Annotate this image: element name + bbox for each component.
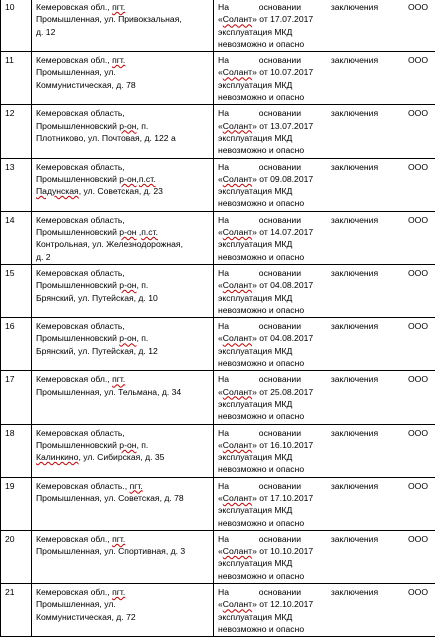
basis-line: На основании заключения ООО [218, 427, 428, 439]
address-cell [32, 477, 214, 530]
basis-cell [214, 0, 435, 52]
address-line: д. 12 [36, 26, 211, 38]
address-line: Промышленная, ул. Спортивная, д. 3 [36, 545, 211, 557]
address-cell [32, 584, 214, 637]
row-number: 18 [1, 424, 32, 477]
basis-line: невозможно и опасно [218, 623, 428, 635]
basis-line: На основании заключения ООО [218, 1, 428, 13]
basis-line: невозможно и опасно [218, 144, 428, 156]
table-row [1, 318, 435, 371]
row-number: 10 [1, 0, 32, 52]
basis-cell [214, 318, 435, 371]
address-line: Плотниково, ул. Почтовая, д. 122 а [36, 132, 211, 144]
basis-cell [214, 158, 435, 211]
address-line: Кемеровская область, [36, 320, 211, 332]
address-line: д. 2 [36, 251, 211, 263]
basis-line: «Солант» от 10.07.2017 [218, 66, 428, 78]
basis-line: эксплуатация МКД [218, 26, 428, 38]
address-cell [32, 264, 214, 317]
basis-line: невозможно и опасно [218, 38, 428, 50]
row-number: 12 [1, 105, 32, 158]
address-line: Промышленновский р-он, п. [36, 332, 211, 344]
address-line: Брянский, ул. Путейская, д. 12 [36, 345, 211, 357]
basis-line: невозможно и опасно [218, 91, 428, 103]
address-line: Кемеровская обл., пгт. [36, 1, 211, 13]
basis-line: эксплуатация МКД [218, 345, 428, 357]
address-line: Контрольная, ул. Железнодорожная, [36, 238, 211, 250]
address-cell [32, 530, 214, 583]
basis-line: На основании заключения ООО [218, 320, 428, 332]
table-row [1, 477, 435, 530]
basis-line: эксплуатация МКД [218, 557, 428, 569]
row-number: 21 [1, 584, 32, 637]
basis-line: «Солант» от 17.10.2017 [218, 492, 428, 504]
basis-line: эксплуатация МКД [218, 611, 428, 623]
basis-line: эксплуатация МКД [218, 238, 428, 250]
address-line: Кемеровская область, [36, 214, 211, 226]
address-cell [32, 0, 214, 52]
address-line: Кемеровская обл., пгт. [36, 54, 211, 66]
basis-line: «Солант» от 10.10.2017 [218, 545, 428, 557]
basis-line: На основании заключения ООО [218, 161, 428, 173]
basis-line: На основании заключения ООО [218, 214, 428, 226]
basis-line: эксплуатация МКД [218, 504, 428, 516]
address-cell [32, 424, 214, 477]
address-line: Промышленновский р-он, п. [36, 120, 211, 132]
basis-line: эксплуатация МКД [218, 398, 428, 410]
table-row [1, 264, 435, 317]
address-cell [32, 52, 214, 105]
row-number: 16 [1, 318, 32, 371]
address-cell [32, 105, 214, 158]
address-line: Калинкино, ул. Сибирская, д. 35 [36, 451, 211, 463]
basis-line: «Солант» от 16.10.2017 [218, 439, 428, 451]
row-number: 15 [1, 264, 32, 317]
address-line: Промышленновский р-он, п. [36, 279, 211, 291]
table-row [1, 52, 435, 105]
address-line: Кемеровская область, [36, 427, 211, 439]
address-line: Кемеровская обл., пгт. [36, 533, 211, 545]
basis-line: эксплуатация МКД [218, 451, 428, 463]
row-number: 17 [1, 371, 32, 424]
basis-line: эксплуатация МКД [218, 132, 428, 144]
basis-line: «Солант» от 04.08.2017 [218, 332, 428, 344]
address-line: Коммунистическая, д. 72 [36, 611, 211, 623]
address-line: Промышленная, ул. Привокзальная, [36, 13, 211, 25]
address-cell [32, 211, 214, 264]
row-number: 11 [1, 52, 32, 105]
address-line: Промышленная, ул. Советская, д. 78 [36, 492, 211, 504]
address-cell [32, 318, 214, 371]
basis-line: невозможно и опасно [218, 357, 428, 369]
table-row [1, 424, 435, 477]
basis-line: невозможно и опасно [218, 251, 428, 263]
basis-cell [214, 264, 435, 317]
address-line: Падунская, ул. Советская, д. 23 [36, 185, 211, 197]
basis-line: «Солант» от 12.10.2017 [218, 598, 428, 610]
address-line: Кемеровская область., пгт. [36, 480, 211, 492]
basis-cell [214, 52, 435, 105]
basis-line: эксплуатация МКД [218, 185, 428, 197]
table-row [1, 371, 435, 424]
address-line: Кемеровская область, [36, 267, 211, 279]
address-cell [32, 371, 214, 424]
basis-cell [214, 105, 435, 158]
table-row [1, 105, 435, 158]
address-line: Промышленновский р-он ,п.ст. [36, 226, 211, 238]
basis-line: «Солант» от 25.08.2017 [218, 386, 428, 398]
address-line: Кемеровская область, [36, 161, 211, 173]
address-line: Кемеровская обл., пгт. [36, 586, 211, 598]
basis-line: эксплуатация МКД [218, 292, 428, 304]
address-line: Коммунистическая, д. 78 [36, 79, 211, 91]
basis-line: невозможно и опасно [218, 410, 428, 422]
basis-line: На основании заключения ООО [218, 373, 428, 385]
table-row [1, 584, 435, 637]
basis-line: «Солант» от 13.07.2017 [218, 120, 428, 132]
basis-line: На основании заключения ООО [218, 54, 428, 66]
address-line: Промышленновский р-он,п.ст. [36, 173, 211, 185]
address-cell [32, 158, 214, 211]
table-row [1, 211, 435, 264]
basis-line: На основании заключения ООО [218, 267, 428, 279]
basis-cell [214, 584, 435, 637]
basis-line: невозможно и опасно [218, 197, 428, 209]
basis-line: невозможно и опасно [218, 570, 428, 582]
basis-cell [214, 211, 435, 264]
basis-line: «Солант» от 04.08.2017 [218, 279, 428, 291]
basis-cell [214, 530, 435, 583]
address-line: Промышленная, ул. Тельмана, д. 34 [36, 386, 211, 398]
table-row [1, 0, 435, 52]
basis-line: эксплуатация МКД [218, 79, 428, 91]
basis-line: На основании заключения ООО [218, 107, 428, 119]
row-number: 19 [1, 477, 32, 530]
address-line: Промышленная, ул. [36, 66, 211, 78]
basis-line: На основании заключения ООО [218, 533, 428, 545]
basis-line: невозможно и опасно [218, 304, 428, 316]
basis-line: На основании заключения ООО [218, 586, 428, 598]
address-line: Кемеровская обл., пгт. [36, 373, 211, 385]
row-number: 20 [1, 530, 32, 583]
basis-line: невозможно и опасно [218, 463, 428, 475]
row-number: 14 [1, 211, 32, 264]
basis-line: «Солант» от 09.08.2017 [218, 173, 428, 185]
basis-cell [214, 424, 435, 477]
address-line: Брянский, ул. Путейская, д. 10 [36, 292, 211, 304]
basis-line: «Солант» от 14.07.2017 [218, 226, 428, 238]
table-row [1, 530, 435, 583]
address-line: Промышленновский р-он, п. [36, 439, 211, 451]
basis-cell [214, 477, 435, 530]
row-number: 13 [1, 158, 32, 211]
basis-line: «Солант» от 17.07.2017 [218, 13, 428, 25]
table-row [1, 158, 435, 211]
basis-line: невозможно и опасно [218, 517, 428, 529]
basis-line: На основании заключения ООО [218, 480, 428, 492]
address-line: Кемеровская область, [36, 107, 211, 119]
basis-cell [214, 371, 435, 424]
address-line: Промышленная, ул. [36, 598, 211, 610]
